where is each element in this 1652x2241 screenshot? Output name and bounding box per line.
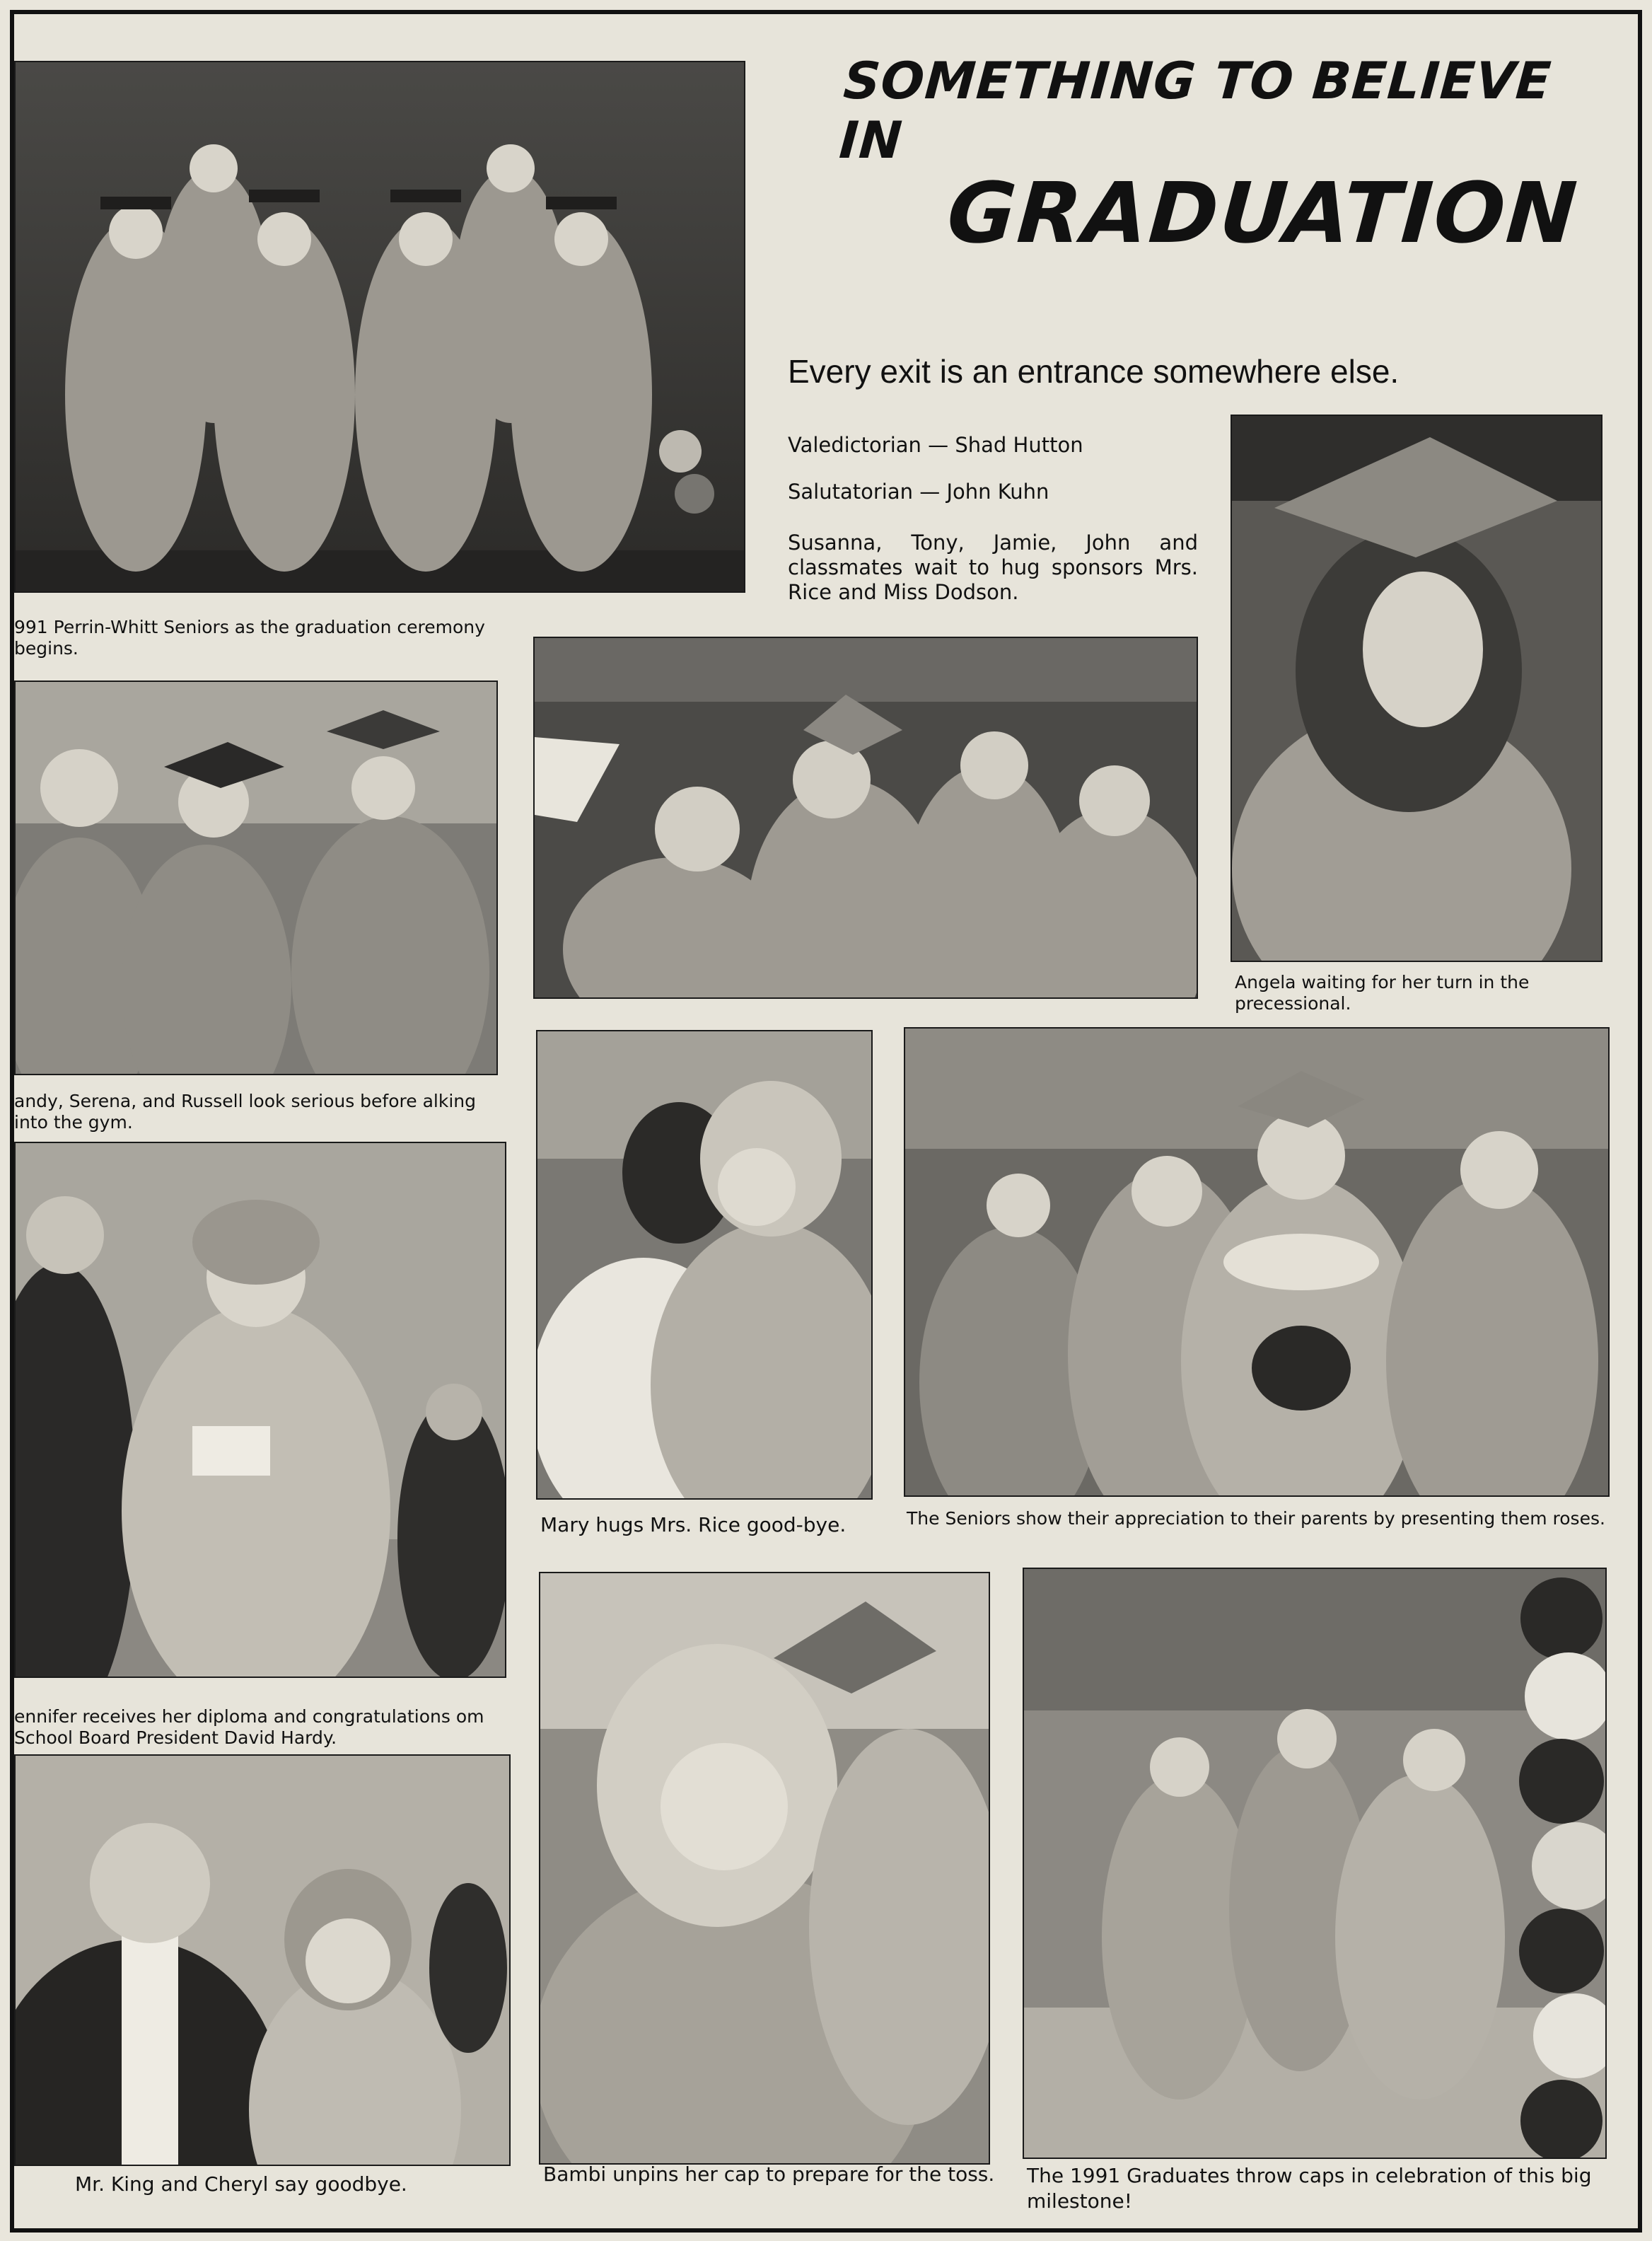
graduates-cap-toss-image [1024, 1569, 1605, 2158]
page-title-graduation: GRADUATION [944, 164, 1581, 262]
sponsor-note: Susanna, Tony, Jamie, John and classmates wait to hug sponsors Mrs. Rice and Miss Dodson. [788, 531, 1198, 604]
seniors-group-image [16, 62, 744, 591]
roses-photo [904, 1027, 1610, 1497]
seniors-group-photo [14, 61, 745, 593]
jennifer-diploma-photo [14, 1142, 506, 1678]
jennifer-diploma-image [16, 1143, 505, 1677]
caption-roses: The Seniors show their appreciation to their parents by presenting them roses. [907, 1508, 1605, 1529]
angela-photo [1231, 415, 1602, 962]
king-cheryl-photo [14, 1754, 511, 2166]
randy-serena-russell-photo [14, 681, 498, 1075]
caption-bambi: Bambi unpins her cap to prepare for the toss. [543, 2162, 995, 2186]
procession-image [535, 638, 1197, 997]
bambi-photo [539, 1572, 990, 2165]
caption-king-cheryl: Mr. King and Cheryl say goodbye. [75, 2172, 407, 2196]
procession-photo [533, 637, 1198, 999]
yearbook-page [10, 10, 1642, 2233]
caption-angela: Angela waiting for her turn in the precessional. [1235, 972, 1530, 1014]
caption-randy-serena-russell: andy, Serena, and Russell look serious before alking into the gym. [14, 1091, 476, 1133]
valedictorian-text: Valedictorian — Shad Hutton [788, 433, 1083, 457]
caption-jennifer: ennifer receives her diploma and congratulations om School Board President David Hardy. [14, 1706, 484, 1748]
mary-hug-image [537, 1031, 871, 1498]
roses-image [905, 1029, 1608, 1495]
salutatorian-text: Salutatorian — John Kuhn [788, 480, 1049, 504]
mary-hug-photo [536, 1030, 873, 1500]
caption-graduates: The 1991 Graduates throw caps in celebration of this big milestone! [1027, 2164, 1592, 2213]
page-title-line1: SOMETHING TO BELIEVE IN [837, 51, 1554, 170]
graduates-cap-toss-photo [1023, 1568, 1607, 2159]
randy-serena-russell-image [16, 682, 496, 1074]
angela-image [1232, 416, 1601, 961]
caption-mary: Mary hugs Mrs. Rice good-bye. [540, 1513, 847, 1536]
page-quote: Every exit is an entrance somewhere else. [788, 353, 1400, 390]
bambi-image [540, 1573, 989, 2163]
king-cheryl-image [16, 1756, 509, 2165]
caption-seniors: 991 Perrin-Whitt Seniors as the graduation ceremony begins. [14, 617, 485, 659]
